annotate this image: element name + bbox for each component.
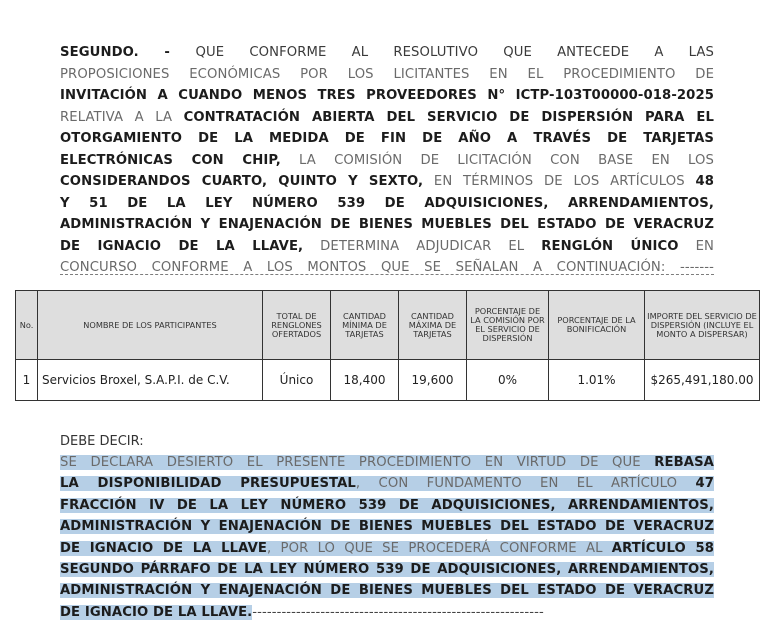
text-span: PROPOSICIONES ECONÓMICAS POR LOS LICITANTES EN EL PROCEDIMIENTO DE: [60, 66, 714, 82]
header-cantidad-minima: CANTIDAD MÍNIMA DE TARJETAS: [331, 291, 399, 360]
cell-cantidad-minima: 18,400: [331, 360, 399, 401]
cell-no: 1: [16, 360, 38, 401]
paragraph-line: [60, 602, 714, 623]
text-span: , POR LO QUE SE PROCEDERÁ CONFORME AL: [267, 540, 612, 556]
debe-decir-paragraph: [60, 452, 714, 623]
header-porcentaje-comision: PORCENTAJE DE LA COMISIÓN POR EL SERVICIO DE DISPERSIÓN: [467, 291, 549, 360]
header-no: No.: [16, 291, 38, 360]
paragraph-line: [60, 85, 714, 107]
text-span: DE IGNACIO DE LA LLAVE,: [60, 238, 304, 254]
cell-porcentaje-comision: 0%: [467, 360, 549, 401]
text-span: CONSIDERANDOS CUARTO, QUINTO Y SEXTO,: [60, 174, 424, 189]
paragraph-line: [60, 42, 714, 64]
paragraph-line: [60, 495, 714, 516]
dashed-separator: [60, 274, 714, 275]
cell-participant: Servicios Broxel, S.A.P.I. de C.V.: [38, 360, 263, 401]
text-span: REBASA: [654, 455, 714, 470]
cell-porcentaje-bonificacion: 1.01%: [549, 360, 645, 401]
proposals-table: [15, 290, 760, 401]
text-span: DETERMINA ADJUDICAR EL: [303, 238, 542, 254]
text-span: LA COMISIÓN DE LICITACIÓN CON BASE EN LOS: [280, 152, 714, 168]
text-span: Y 51 DE LA LEY NÚMERO 539 DE ADQUISICIONES, ARRENDAMIENTOS,: [60, 195, 714, 211]
text-span: 48: [695, 174, 715, 189]
cell-total-renglones: Único: [263, 360, 331, 401]
text-span: QUE CONFORME AL RESOLUTIVO QUE ANTECEDE A LAS: [195, 45, 714, 60]
header-porcentaje-bonificacion: PORCENTAJE DE LA BONIFICACIÓN: [549, 291, 645, 360]
header-total-renglones: TOTAL DE RENGLONES OFERTADOS: [263, 291, 331, 360]
text-span: INVITACIÓN A CUANDO MENOS TRES PROVEEDORES N° ICTP-103T00000-018-2025: [60, 88, 714, 103]
text-span: DE IGNACIO DE LA LLAVE.: [60, 604, 253, 620]
text-span: OTORGAMIENTO DE LA MEDIDA DE FIN DE AÑO A TRAVÉS DE TARJETAS: [60, 131, 714, 146]
paragraph-line: [60, 559, 714, 580]
paragraph-line: [60, 580, 714, 601]
paragraph-line: [60, 128, 714, 150]
paragraph-line: [60, 257, 714, 279]
segundo-paragraph: [60, 42, 714, 279]
text-span: ------------------------------------------------------------: [252, 604, 544, 620]
text-span: ADMINISTRACIÓN Y ENAJENACIÓN DE BIENES MUEBLES DEL ESTADO DE VERACRUZ: [60, 519, 714, 535]
table-header-row: [16, 291, 760, 360]
text-span: RENGLÓN ÚNICO: [541, 238, 679, 254]
header-cantidad-maxima: CANTIDAD MÁXIMA DE TARJETAS: [399, 291, 467, 360]
cell-importe: $265,491,180.00: [645, 360, 760, 401]
text-span: ADMINISTRACIÓN Y ENAJENACIÓN DE BIENES MUEBLES DEL ESTADO DE VERACRUZ: [60, 583, 714, 599]
header-participants: NOMBRE DE LOS PARTICIPANTES: [38, 291, 263, 360]
paragraph-line: [60, 150, 714, 172]
paragraph-line: [60, 452, 714, 473]
paragraph-line: [60, 538, 714, 559]
paragraph-line: [60, 236, 714, 258]
header-importe: IMPORTE DEL SERVICIO DE DISPERSIÓN (INCLUYE EL MONTO A DISPERSAR): [645, 291, 760, 360]
cell-cantidad-maxima: 19,600: [399, 360, 467, 401]
paragraph-line: [60, 107, 714, 129]
text-span: ARTÍCULO 58: [611, 540, 714, 556]
text-span: EN: [678, 238, 714, 254]
paragraph-line: [60, 516, 714, 537]
paragraph-line: [60, 214, 714, 236]
paragraph-line: [60, 473, 714, 494]
paragraph-line: [60, 171, 714, 193]
paragraph-line: [60, 64, 714, 86]
text-span: RELATIVA A LA: [60, 109, 184, 125]
debe-decir-heading: DEBE DECIR:: [60, 434, 144, 449]
text-span: 47: [695, 476, 714, 492]
text-span: DE IGNACIO DE LA LLAVE: [60, 540, 267, 556]
table-row: [16, 360, 760, 401]
text-span: ADMINISTRACIÓN Y ENAJENACIÓN DE BIENES MUEBLES DEL ESTADO DE VERACRUZ: [60, 217, 714, 232]
text-span: CONTRATACIÓN ABIERTA DEL SERVICIO DE DISPERSIÓN PARA EL: [183, 109, 714, 125]
text-span: LA DISPONIBILIDAD PRESUPUESTAL: [60, 476, 356, 492]
text-span: SEGUNDO PÁRRAFO DE LA LEY NÚMERO 539 DE ADQUISICIONES, ARRENDAMIENTOS,: [60, 562, 714, 578]
paragraph-line: [60, 193, 714, 215]
text-span: SEGUNDO. -: [60, 45, 196, 60]
text-span: ELECTRÓNICAS CON CHIP,: [60, 152, 281, 168]
text-span: SE DECLARA DESIERTO EL PRESENTE PROCEDIMIENTO EN VIRTUD DE QUE: [60, 455, 655, 470]
text-span: FRACCIÓN IV DE LA LEY NÚMERO 539 DE ADQUISICIONES, ARRENDAMIENTOS,: [60, 497, 714, 513]
text-span: EN TÉRMINOS DE LOS ARTÍCULOS: [423, 174, 696, 189]
text-span: , CON FUNDAMENTO EN EL ARTÍCULO: [355, 476, 696, 492]
text-span: CONCURSO CONFORME A LOS MONTOS QUE SE SEÑALAN A CONTINUACIÓN: -------: [60, 260, 714, 275]
